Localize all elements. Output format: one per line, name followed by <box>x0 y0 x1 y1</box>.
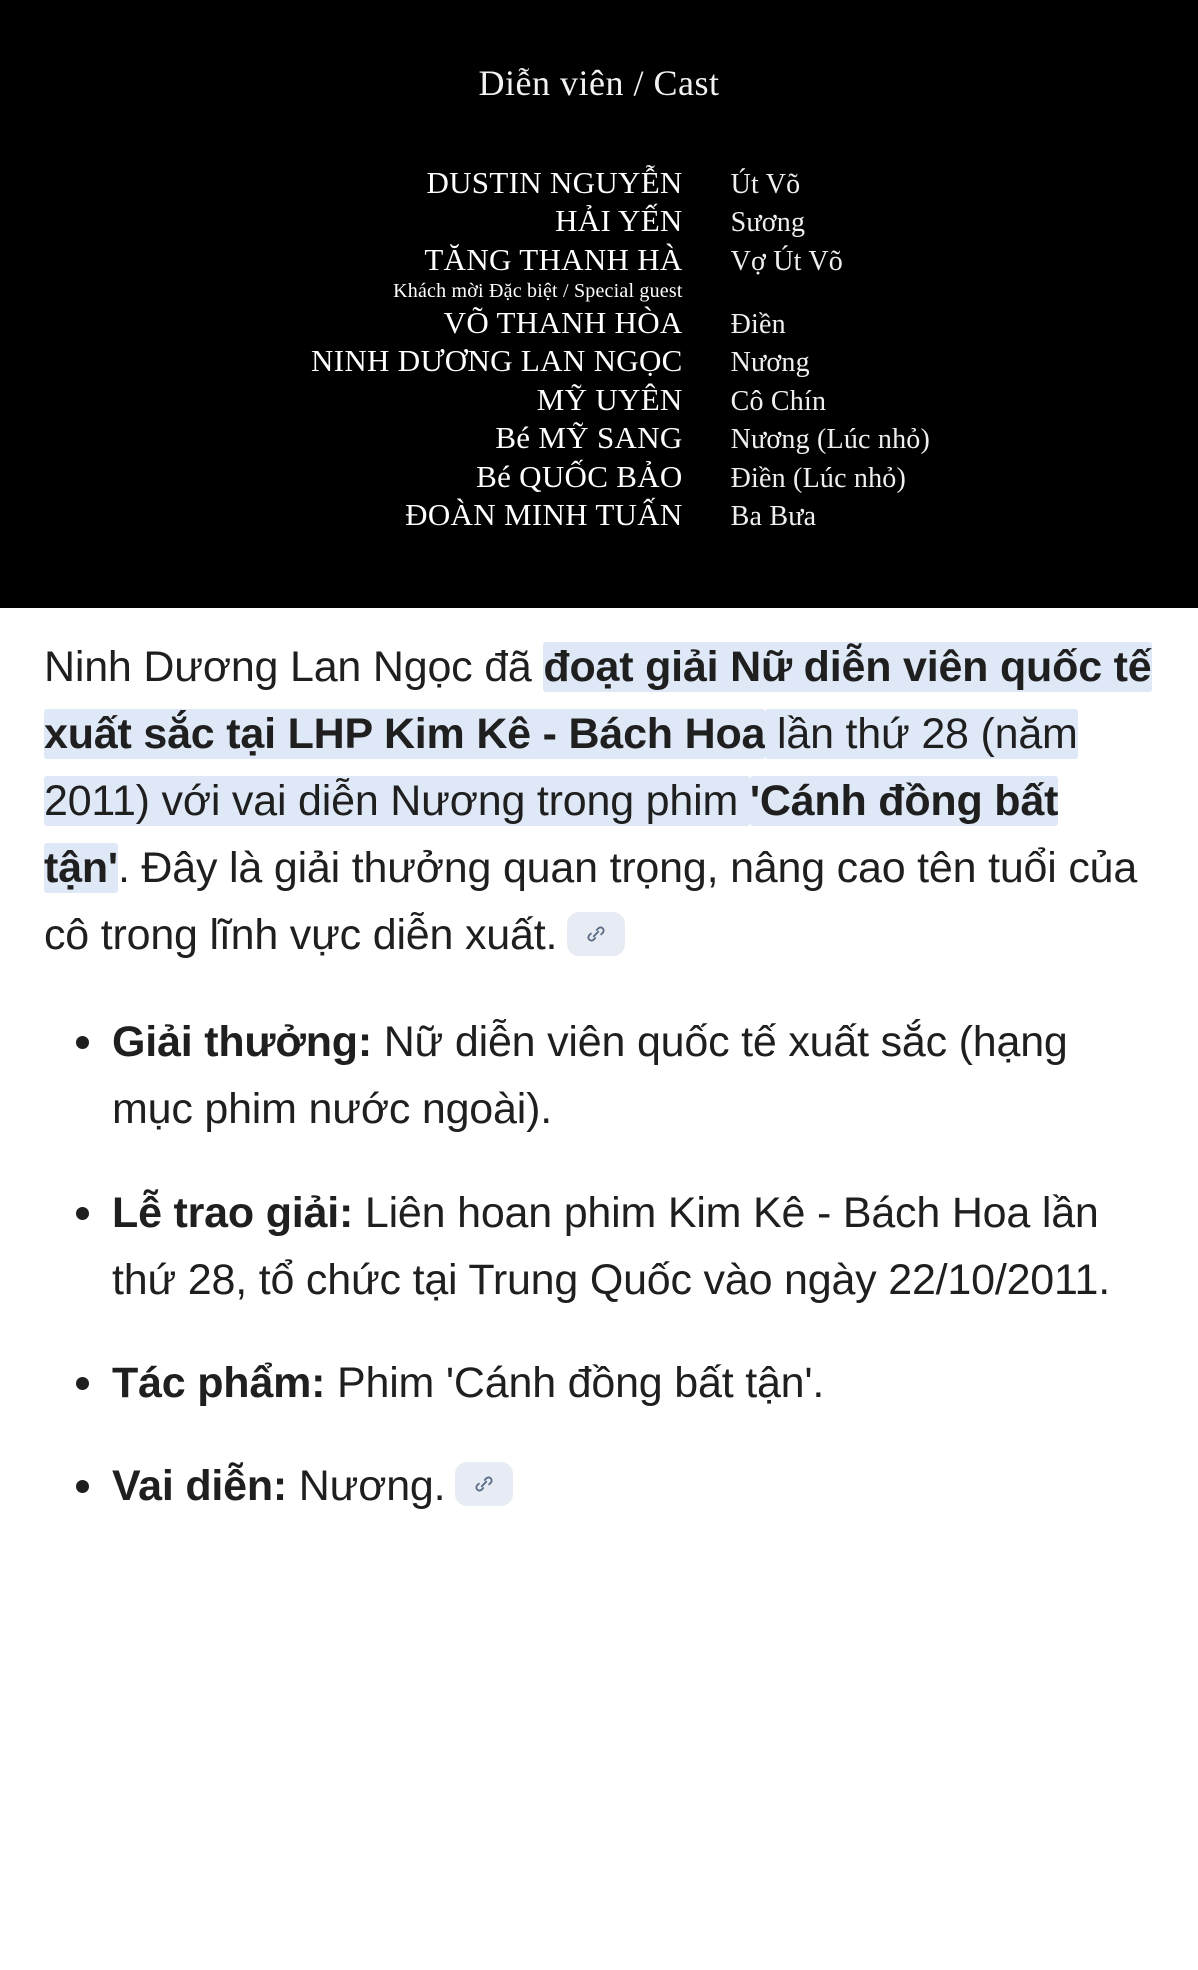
cast-name: Bé QUỐC BẢO <box>476 458 683 494</box>
table-row-note <box>229 279 969 304</box>
list-item <box>44 1453 1154 1520</box>
link-icon[interactable] <box>455 1462 513 1506</box>
bullet-label: Tác phẩm: <box>112 1358 326 1407</box>
cast-role: Út Võ <box>730 169 801 200</box>
bullet-label: Vai diễn: <box>112 1461 288 1510</box>
paragraph-highlight-bold-2: 'Cánh đồng bất tận' <box>44 777 1059 893</box>
cast-role: Ba Bưa <box>730 501 817 533</box>
table-row <box>229 342 969 380</box>
table-row <box>229 304 969 342</box>
table-row <box>229 381 969 419</box>
bullet-text: Nữ diễn viên quốc tế xuất sắc (hạng mục phim nước ngoài). <box>112 1018 1068 1134</box>
cast-role: Vợ Út Võ <box>730 245 843 277</box>
paragraph-highlight-plain-1: lần thứ 28 (năm 2011) với vai diễn Nương trong phim <box>44 710 1078 826</box>
bullet-text: Nương. <box>287 1461 446 1510</box>
cast-note: Khách mời Đặc biệt / Special guest <box>393 280 683 303</box>
table-row <box>229 458 969 496</box>
paragraph-highlight-bold-1: đoạt giải Nữ diễn viên quốc tế xuất sắc tại LHP Kim Kê - Bách Hoa <box>44 643 1152 759</box>
table-row <box>229 496 969 534</box>
cast-role: Điền <box>730 308 786 340</box>
cast-role: Cô Chín <box>730 385 827 417</box>
cast-name: HẢI YẾN <box>555 203 683 239</box>
paragraph-lead: Ninh Dương Lan Ngọc đã <box>44 643 544 691</box>
cast-name: MỸ UYÊN <box>536 381 683 417</box>
cast-role: Nương (Lúc nhỏ) <box>730 424 931 456</box>
cast-role: Điền (Lúc nhỏ) <box>730 462 907 494</box>
list-item <box>44 1009 1154 1143</box>
list-item <box>44 1180 1154 1314</box>
table-row <box>229 241 969 279</box>
table-row <box>229 164 969 202</box>
cast-name: ĐOÀN MINH TUẤN <box>405 497 683 533</box>
cast-role: Sương <box>730 207 806 239</box>
film-credits-image <box>0 0 1198 608</box>
bullet-text: Liên hoan phim Kim Kê - Bách Hoa lần thứ 28, tổ chức tại Trung Quốc vào ngày 22/10/2011. <box>112 1188 1110 1304</box>
cast-role: Nương <box>730 347 810 379</box>
answer-body <box>0 608 1198 1520</box>
list-item <box>44 1350 1154 1417</box>
credits-table-body <box>229 164 969 535</box>
paragraph-tail: . Đây là giải thưởng quan trọng, nâng cao tên tuổi của cô trong lĩnh vực diễn xuất. <box>44 844 1138 960</box>
cast-note-role <box>731 279 969 304</box>
table-row <box>229 202 969 240</box>
cast-name: Bé MỸ SANG <box>495 420 683 456</box>
answer-paragraph <box>44 634 1154 969</box>
link-icon[interactable] <box>567 912 625 956</box>
table-row <box>229 419 969 457</box>
credits-title: Diễn viên / Cast <box>478 63 720 103</box>
bullet-label: Giải thưởng: <box>112 1018 372 1067</box>
cast-name: DUSTIN NGUYỄN <box>426 165 683 200</box>
bullet-text: Phim 'Cánh đồng bất tận'. <box>325 1358 825 1407</box>
answer-bullet-list <box>44 1009 1154 1519</box>
cast-name: NINH DƯƠNG LAN NGỌC <box>311 343 683 379</box>
cast-name: TĂNG THANH HÀ <box>424 241 683 277</box>
bullet-label: Lễ trao giải: <box>112 1188 354 1237</box>
cast-name: VÕ THANH HÒA <box>443 304 683 340</box>
credits-table <box>229 164 969 535</box>
